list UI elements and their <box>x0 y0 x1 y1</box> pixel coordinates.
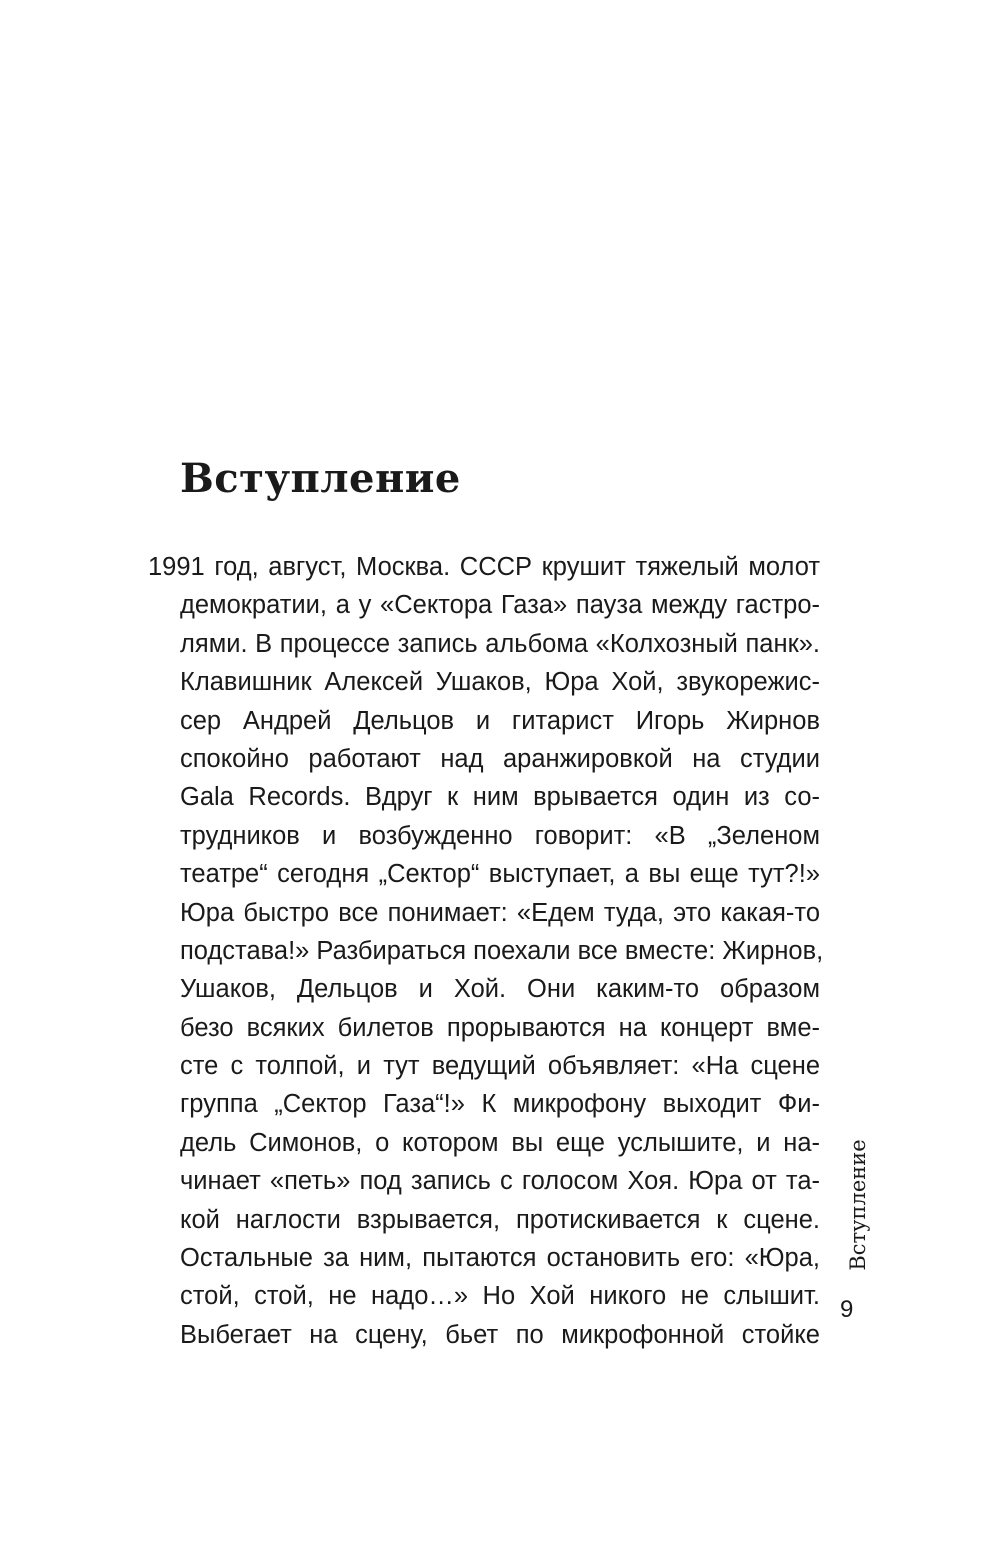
text-line: дель Симонов, о котором вы еще услышите, и на- <box>180 1128 820 1157</box>
running-header-text: Вступление <box>846 1139 870 1271</box>
text-line: Остальные за ним, пытаются остановить его: «Юра, <box>180 1244 820 1273</box>
text-line: Юра быстро все понимает: «Едем туда, это какая-то <box>180 898 820 927</box>
page-number: 9 <box>840 1296 854 1323</box>
text-line: подстава!» Разбираться поехали все вместе: Жирнов, <box>180 936 824 965</box>
text-line: Ушаков, Дельцов и Хой. Они каким-то образом <box>180 975 820 1004</box>
text-line: 1991 год, август, Москва. СССР крушит тяжелый молот <box>148 553 820 581</box>
text-line: трудников и возбужденно говорит: «В „Зеленом <box>180 821 820 850</box>
text-line: сер Андрей Дельцов и гитарист Игорь Жирнов <box>180 706 820 735</box>
text-line: Gala Records. Вдруг к ним врывается один из со- <box>180 783 820 812</box>
text-line: сте с толпой, и тут ведущий объявляет: «На сцене <box>180 1052 820 1081</box>
text-line: группа „Сектор Газа“!» К микрофону выходит Фи- <box>180 1090 820 1119</box>
text-line: лями. В процессе запись альбома «Колхозный панк». <box>180 629 820 658</box>
text-line: кой наглости взрывается, протискивается к сцене. <box>180 1205 820 1234</box>
text-line: Клавишник Алексей Ушаков, Юра Хой, звукорежис- <box>180 668 820 697</box>
text-line: Выбегает на сцену, бьет по микрофонной стойке <box>180 1320 820 1349</box>
text-line: чинает «петь» под запись с голосом Хоя. Юра от та- <box>180 1167 820 1196</box>
text-line: стой, стой, не надо…» Но Хой никого не слышит. <box>180 1282 820 1311</box>
body-text <box>148 548 824 1354</box>
text-line: демократии, а у «Сектора Газа» пауза между гастро- <box>180 591 820 620</box>
text-line: безо всяких билетов прорываются на концерт вме- <box>180 1013 820 1042</box>
running-header <box>838 1140 878 1270</box>
text-line: театре“ сегодня „Сектор“ выступает, а вы еще тут?!» <box>180 860 820 889</box>
text-line: спокойно работают над аранжировкой на студии <box>180 744 820 773</box>
chapter-title: Вступление <box>180 454 461 502</box>
